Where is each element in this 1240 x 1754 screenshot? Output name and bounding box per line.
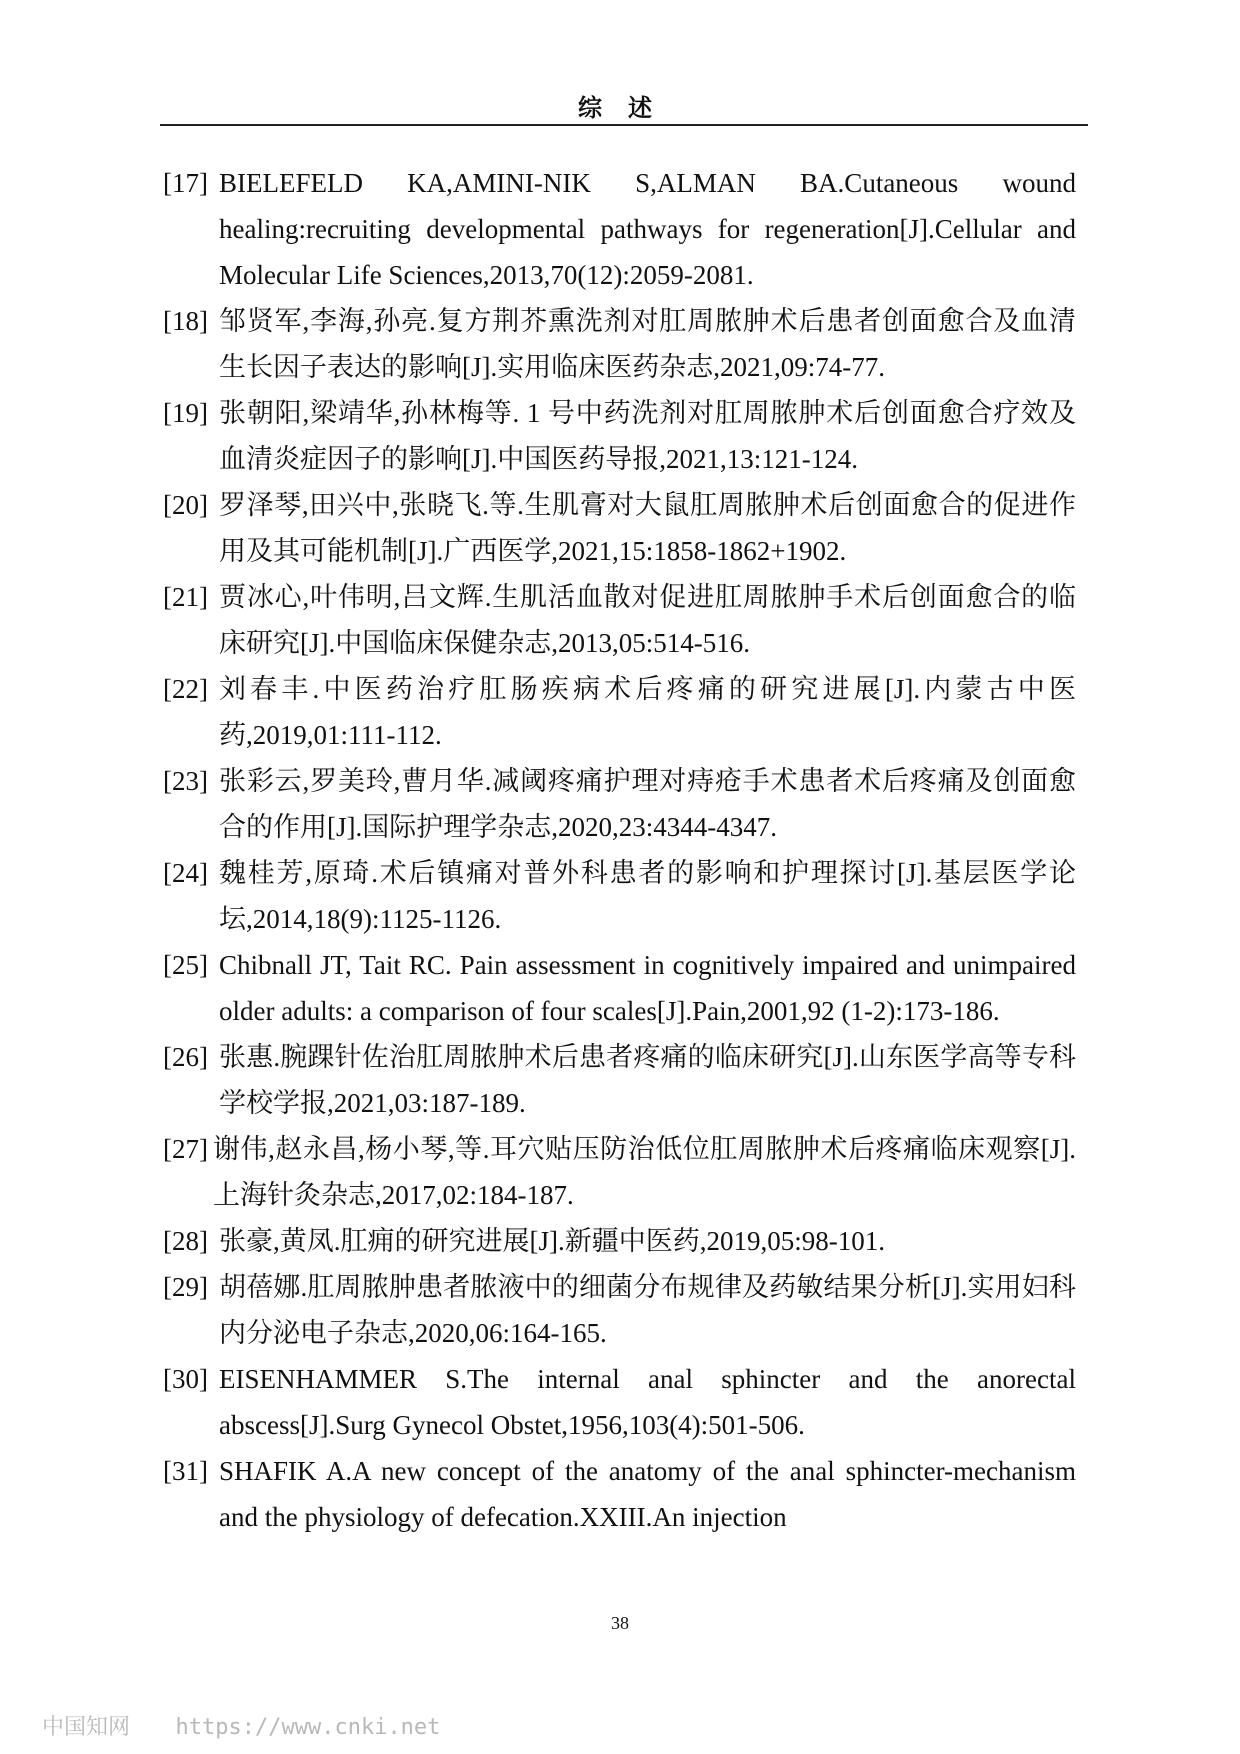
reference-number: [24] (163, 858, 208, 888)
reference-number: [21] (163, 582, 208, 612)
reference-item (163, 298, 1076, 390)
reference-text: 张朝阳,梁靖华,孙林梅等. 1 号中药洗剂对肛周脓肿术后创面愈合疗效及血清炎症因子的影响[J].中国医药导报,2021,13:121-124. (219, 398, 1076, 474)
reference-text: 胡蓓娜.肛周脓肿患者脓液中的细菌分布规律及药敏结果分析[J].实用妇科内分泌电子杂志,2020,06:164-165. (219, 1272, 1076, 1348)
reference-text: 罗泽琴,田兴中,张晓飞.等.生肌膏对大鼠肛周脓肿术后创面愈合的促进作用及其可能机制[J].广西医学,2021,15:1858-1862+1902. (219, 490, 1076, 566)
reference-text: 魏桂芳,原琦.术后镇痛对普外科患者的影响和护理探讨[J].基层医学论坛,2014,18(9):1125-1126. (219, 858, 1076, 934)
reference-item (163, 758, 1076, 850)
reference-text: SHAFIK A.A new concept of the anatomy of the anal sphincter-mechanism and the physiology of defecation.XXIII.An injection (219, 1456, 1076, 1532)
reference-item (163, 574, 1076, 666)
reference-item (163, 1264, 1076, 1356)
header-divider (160, 124, 1088, 126)
reference-number: [26] (163, 1042, 208, 1072)
reference-number: [29] (163, 1272, 208, 1302)
reference-number: [28] (163, 1226, 208, 1256)
watermark-url: https://www.cnki.net (175, 1715, 441, 1740)
cnki-watermark (42, 1710, 440, 1741)
reference-item (163, 1126, 1076, 1218)
reference-number: [25] (163, 950, 208, 980)
reference-text: 张惠.腕踝针佐治肛周脓肿术后患者疼痛的临床研究[J].山东医学高等专科学校学报,2021,03:187-189. (219, 1042, 1076, 1118)
reference-text: 刘春丰.中医药治疗肛肠疾病术后疼痛的研究进展[J].内蒙古中医药,2019,01:111-112. (219, 674, 1076, 750)
reference-item (163, 160, 1076, 298)
reference-item (163, 1218, 1076, 1264)
reference-text: 贾冰心,叶伟明,吕文辉.生肌活血散对促进肛周脓肿手术后创面愈合的临床研究[J].中国临床保健杂志,2013,05:514-516. (219, 582, 1076, 658)
page-number: 38 (611, 1613, 629, 1633)
reference-item (163, 1034, 1076, 1126)
reference-item (163, 390, 1076, 482)
reference-item (163, 1356, 1076, 1448)
reference-number: [31] (163, 1456, 208, 1486)
reference-number: [22] (163, 674, 208, 704)
reference-item (163, 666, 1076, 758)
reference-text: Chibnall JT, Tait RC. Pain assessment in cognitively impaired and unimpaired older adults: a comparison of four scales[J].Pain,2001,92 (1-2):173-186. (219, 950, 1076, 1026)
reference-number: [18] (163, 306, 208, 336)
reference-number: [19] (163, 398, 208, 428)
reference-text: 谢伟,赵永昌,杨小琴,等.耳穴贴压防治低位肛周脓肿术后疼痛临床观察[J].上海针灸杂志,2017,02:184-187. (213, 1134, 1076, 1210)
reference-text: EISENHAMMER S.The internal anal sphincter and the anorectal abscess[J].Surg Gynecol Obstet,1956,103(4):501-506. (219, 1364, 1076, 1440)
reference-item (163, 850, 1076, 942)
watermark-logo-text: 中国知网 (42, 1715, 131, 1740)
reference-text: 张彩云,罗美玲,曹月华.减阈疼痛护理对痔疮手术患者术后疼痛及创面愈合的作用[J].国际护理学杂志,2020,23:4344-4347. (219, 766, 1076, 842)
reference-number: [30] (163, 1364, 208, 1394)
reference-number: [17] (163, 168, 208, 198)
reference-item (163, 482, 1076, 574)
reference-number: [23] (163, 766, 208, 796)
reference-text: BIELEFELD KA,AMINI-NIK S,ALMAN BA.Cutaneous wound healing:recruiting developmental pathways for regeneration[J].Cellular and Molecular Life Sciences,2013,70(12):2059-2081. (219, 168, 1076, 290)
reference-item (163, 942, 1076, 1034)
reference-text: 邹贤军,李海,孙亮.复方荆芥熏洗剂对肛周脓肿术后患者创面愈合及血清生长因子表达的影响[J].实用临床医药杂志,2021,09:74-77. (219, 306, 1076, 382)
reference-number: [27] (163, 1134, 208, 1164)
reference-text: 张豪,黄凤.肛痈的研究进展[J].新疆中医药,2019,05:98-101. (219, 1226, 885, 1256)
section-title: 综 述 (578, 96, 662, 122)
reference-list (163, 160, 1076, 1540)
reference-number: [20] (163, 490, 208, 520)
reference-item (163, 1448, 1076, 1540)
